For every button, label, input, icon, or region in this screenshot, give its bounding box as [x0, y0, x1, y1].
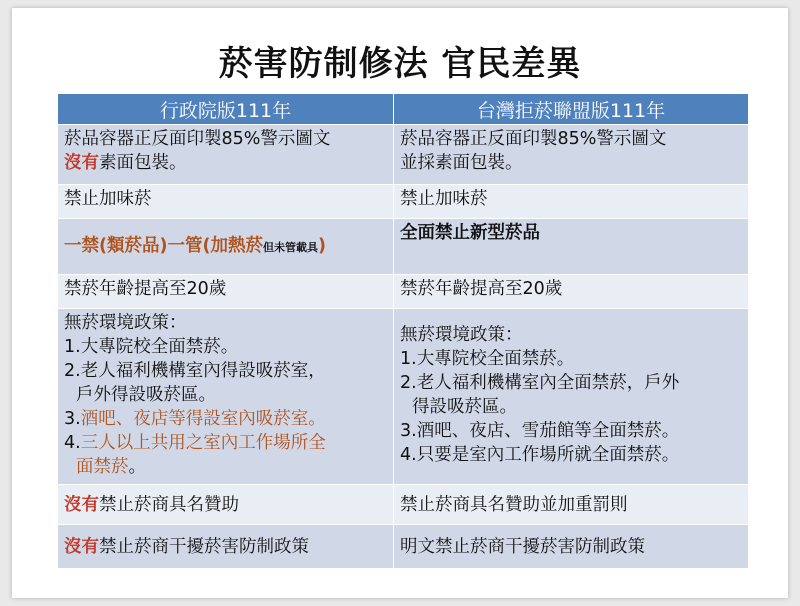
emphasis-text: 沒有: [64, 153, 99, 173]
emphasis-text: 三人以上共用之室內工作場所全: [80, 433, 326, 453]
cell-left: [58, 485, 394, 525]
emphasis-text: 一禁(類菸品)一管(加熱菸: [64, 235, 263, 256]
cell-left: [58, 525, 394, 569]
cell-right: 禁菸年齡提高至20歲: [394, 275, 749, 309]
cell-text: 1.大專院校全面禁菸。: [64, 337, 239, 357]
cell-text: 4.只要是室內工作場所就全面禁菸。: [400, 445, 680, 465]
cell-text: 2.老人福利機構室內全面禁菸，戶外: [400, 373, 680, 393]
comparison-table: [57, 93, 749, 569]
cell-text: 戶外得設吸菸區。: [76, 385, 216, 405]
cell-text: 菸品容器正反面印製85%警示圖文: [400, 129, 667, 149]
cell-text: 3.酒吧、夜店、雪茄館等全面禁菸。: [400, 421, 680, 441]
cell-right: 禁止加味菸: [394, 185, 749, 219]
table-row: [58, 219, 749, 275]
table-row: [58, 525, 749, 569]
table-row: [58, 125, 749, 185]
cell-text: 1.大專院校全面禁菸。: [400, 349, 575, 369]
cell-left: [58, 125, 394, 185]
table-header-row: [58, 94, 749, 125]
cell-text: 。: [128, 457, 146, 477]
column-header-alliance: 台灣拒菸聯盟版111年: [394, 94, 749, 125]
emphasis-text: 沒有: [64, 494, 99, 515]
emphasis-text: 酒吧、夜店等得設室內吸菸室。: [80, 409, 326, 429]
cell-left: 禁菸年齡提高至20歲: [58, 275, 394, 309]
cell-right: 禁止菸商具名贊助並加重罰則: [394, 485, 749, 525]
cell-text: 無菸環境政策：: [64, 313, 187, 333]
cell-text: 素面包裝。: [99, 153, 187, 173]
cell-left: 禁止加味菸: [58, 185, 394, 219]
cell-text: 無菸環境政策：: [400, 325, 523, 345]
emphasis-text: 面禁菸: [76, 457, 129, 477]
emphasis-text: ): [318, 235, 326, 256]
table-row: [58, 275, 749, 309]
note-text: 但未管載具: [263, 240, 318, 254]
cell-text: 菸品容器正反面印製85%警示圖文: [64, 129, 331, 149]
column-header-executive: 行政院版111年: [58, 94, 394, 125]
cell-right: 全面禁止新型菸品: [394, 219, 749, 275]
slide: [12, 8, 788, 598]
cell-right: [394, 125, 749, 185]
cell-left: [58, 219, 394, 275]
cell-text: 2.老人福利機構室內得設吸菸室，: [64, 361, 326, 381]
cell-text: 並採素面包裝。: [400, 153, 523, 173]
emphasis-text: 沒有: [64, 536, 99, 557]
table-row: [58, 309, 749, 485]
table-row: [58, 185, 749, 219]
cell-text: 禁止菸商具名贊助: [99, 494, 239, 515]
cell-text: 禁止菸商干擾菸害防制政策: [99, 536, 309, 557]
list-number: 4.: [64, 433, 81, 453]
page-title: 菸害防制修法 官民差異: [218, 44, 582, 84]
cell-text: 得設吸菸區。: [412, 397, 517, 417]
cell-left: [58, 309, 394, 485]
table-row: [58, 485, 749, 525]
cell-right: [394, 309, 749, 485]
cell-right: 明文禁止菸商干擾菸害防制政策: [394, 525, 749, 569]
list-number: 3.: [64, 409, 81, 429]
